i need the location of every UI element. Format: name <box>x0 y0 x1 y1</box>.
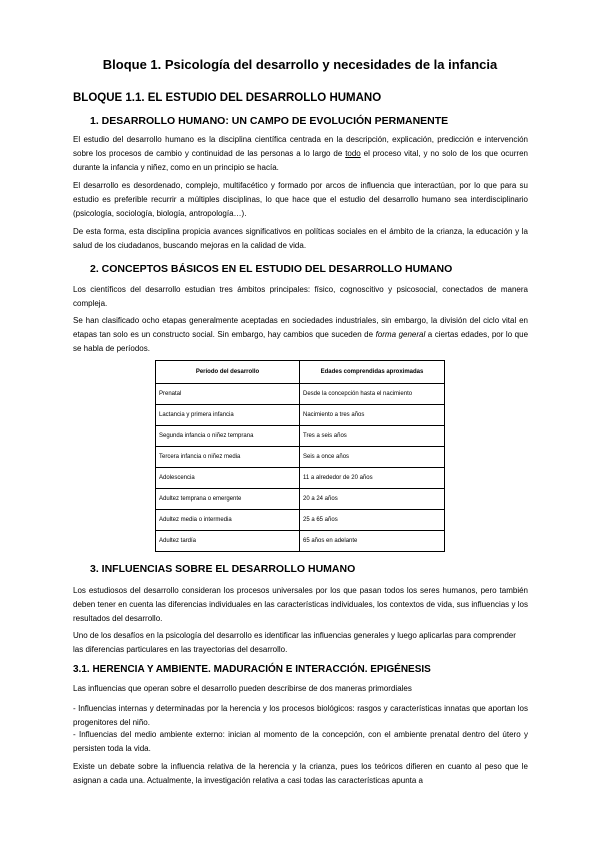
section2-paragraph1: Los científicos del desarrollo estudian tres ámbitos principales: físico, cognoscitivo y psicosocial, conectados de manera compleja. <box>73 285 528 308</box>
section2-heading: 2. CONCEPTOS BÁSICOS EN EL ESTUDIO DEL DESARROLLO HUMANO <box>90 263 453 275</box>
section1-paragraph3: De esta forma, esta disciplina propicia avances significativos en políticas sociales en el ámbito de la crianza, la educación y la salud de los ciudadanos, buscando mejoras en la calidad de vida. <box>73 227 528 250</box>
document-title: Bloque 1. Psicología del desarrollo y necesidades de la infancia <box>102 57 498 72</box>
section3-heading: 3. INFLUENCIAS SOBRE EL DESARROLLO HUMANO <box>90 563 356 575</box>
table-header-row <box>156 361 445 384</box>
subsection-bullet1: - Influencias internas y determinadas por la herencia y los procesos biológicos: rasgos y características innatas que aportan los progenitores del niño. <box>73 704 528 727</box>
section1-paragraph2: El desarrollo es desordenado, complejo, multifacético y formado por arcos de influencia que interactúan, por lo que para su estudio es preferible recurrir a múltiples disciplinas, lo que hace que el estudio del desarrollo humano sea interdisciplinario (psicología, sociología, biología, antropología…). <box>73 181 528 218</box>
section1-heading: 1. DESARROLLO HUMANO: UN CAMPO DE EVOLUCIÓN PERMANENTE <box>90 115 449 127</box>
section1-p1-text-a: El estudio del desarrollo humano es la disciplina científica centrada en la descripción, explicación, predicción e intervención sobre los procesos de cambio y continuidad de las personas a lo largo de <box>73 135 528 158</box>
table-cell-period: Adultez media o intermedia <box>156 510 300 531</box>
subsection-paragraph2: Existe un debate sobre la influencia relativa de la herencia y la crianza, pues los teóricos difieren en cuanto al peso que le asignan a cada una. Actualmente, la investigación relativa a casi todas las características apunta a <box>73 762 528 785</box>
subsection-paragraph1: Las influencias que operan sobre el desarrollo pueden describirse de dos maneras primordiales <box>73 684 412 693</box>
section3-paragraph1: Los estudiosos del desarrollo consideran los procesos universales por los que pasan todos los seres humanos, pero también deben tener en cuenta las diferencias individuales en las características individuales, los contextos de vida, sus influencias y los resultados del desarrollo. <box>73 586 528 623</box>
subsection-heading: 3.1. HERENCIA Y AMBIENTE. MADURACIÓN E INTERACCIÓN. EPIGÉNESIS <box>73 664 431 675</box>
table-row <box>156 489 445 510</box>
table-cell-ages: Desde la concepción hasta el nacimiento <box>300 384 445 405</box>
table-cell-period: Adolescencia <box>156 468 300 489</box>
table-row <box>156 384 445 405</box>
table-row <box>156 405 445 426</box>
section2-p2-italic: forma general <box>375 330 426 339</box>
table-cell-ages: 11 a alrededor de 20 años <box>300 468 445 489</box>
table-row <box>156 426 445 447</box>
section1-paragraph1 <box>73 133 528 175</box>
table-cell-period: Adultez tardía <box>156 531 300 552</box>
table-cell-ages: 25 a 65 años <box>300 510 445 531</box>
table-cell-ages: 20 a 24 años <box>300 489 445 510</box>
section1-p1-text-b: el proceso vital, y no solo de los que ocurren durante la infancia y niñez, como en un principio se hacía. <box>73 149 528 172</box>
table-cell-period: Tercera infancia o niñez media <box>156 447 300 468</box>
table-cell-period: Prenatal <box>156 384 300 405</box>
subsection-bullet2: - Influencias del medio ambiente externo: inician al momento de la concepción, con el ambiente prenatal dentro del útero y persisten toda la vida. <box>73 730 528 753</box>
section3-paragraph2: Uno de los desafíos en la psicología del desarrollo es identificar las influencias generales y luego aplicarlas para comprender las diferencias particulares en las trayectorias del desarrollo. <box>73 631 516 654</box>
table-cell-period: Adultez temprana o emergente <box>156 489 300 510</box>
table-row <box>156 531 445 552</box>
table-header-period: Período del desarrollo <box>156 361 300 384</box>
table-cell-ages: Seis a once años <box>300 447 445 468</box>
table-row <box>156 447 445 468</box>
section2-paragraph2 <box>73 314 528 356</box>
table-header-ages: Edades comprendidas aproximadas <box>300 361 445 384</box>
table-cell-ages: Nacimiento a tres años <box>300 405 445 426</box>
section2-p2-text-a: Se han clasificado ocho etapas generalmente aceptadas en sociedades industriales, sin embargo, la división del ciclo vital en etapas tan solo es un constructo social. Sin embargo, hay cambios que suceden de <box>73 316 528 339</box>
table-row <box>156 468 445 489</box>
table-cell-period: Lactancia y primera infancia <box>156 405 300 426</box>
table-cell-period: Segunda infancia o niñez temprana <box>156 426 300 447</box>
section1-p1-underlined: todo <box>345 149 361 158</box>
table-cell-ages: Tres a seis años <box>300 426 445 447</box>
table-row <box>156 510 445 531</box>
block-heading: BLOQUE 1.1. EL ESTUDIO DEL DESARROLLO HUMANO <box>73 92 382 104</box>
development-periods-table <box>155 360 445 552</box>
section2-p2-text-b: a ciertas edades, por lo que se habla de períodos. <box>73 330 529 353</box>
table-cell-ages: 65 años en adelante <box>300 531 445 552</box>
